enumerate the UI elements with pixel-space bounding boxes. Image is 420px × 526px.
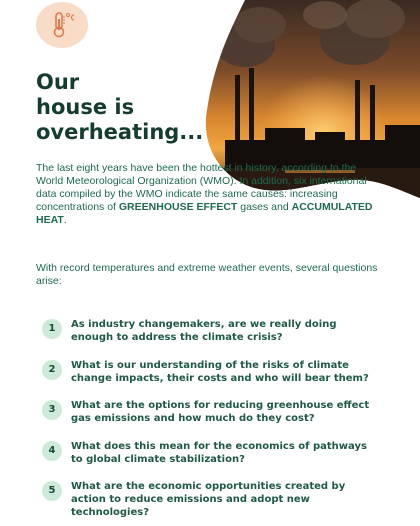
question-text: What are the economic opportunities created by action to reduce emissions and adopt new technologies?	[71, 481, 346, 518]
title-line-3: overheating...	[36, 120, 204, 144]
question-number-badge: 2	[42, 360, 62, 380]
question-item	[42, 359, 382, 400]
title-line-1: Our	[36, 70, 80, 94]
question-number-badge: 3	[42, 400, 62, 420]
question-item	[42, 480, 382, 521]
question-item	[42, 440, 382, 481]
greenhouse-effect-highlight: GREENHOUSE EFFECT	[118, 201, 238, 213]
question-text: As industry changemakers, are we really doing enough to address the climate crisis?	[71, 319, 337, 343]
question-number-badge: 5	[42, 481, 62, 501]
intro-text-part2: gases and	[237, 201, 292, 213]
page-title	[36, 70, 206, 145]
question-text: What is our understanding of the risks of climate change impacts, their costs and who will bear them?	[71, 359, 369, 384]
question-item	[42, 318, 382, 359]
question-number-badge: 1	[42, 319, 62, 339]
intro-text-part3: .	[63, 214, 67, 226]
question-number-badge: 4	[42, 441, 62, 461]
accumulated-heat-highlight: ACCUMULATED HEAT	[36, 201, 373, 226]
thermometer-celsius-icon	[50, 11, 76, 39]
title-line-2: house is	[36, 95, 135, 119]
thermometer-badge	[36, 2, 88, 48]
questions-intro-paragraph: With record temperatures and extreme weather events, several questions arise:	[36, 262, 378, 287]
questions-list	[42, 318, 382, 521]
intro-paragraph	[36, 162, 386, 227]
intro-text-part1: The last eight years have been the hottest in history, according to the World Meteorological Organization (WMO). In addition, six international data compiled by the WMO indicate the same causes: increasing concentrations of	[36, 162, 367, 213]
question-text: What does this mean for the economics of pathways to global climate stabilization?	[71, 440, 367, 465]
question-text: What are the options for reducing greenhouse effect gas emissions and how much do they cost?	[71, 400, 370, 424]
question-item	[42, 399, 382, 440]
